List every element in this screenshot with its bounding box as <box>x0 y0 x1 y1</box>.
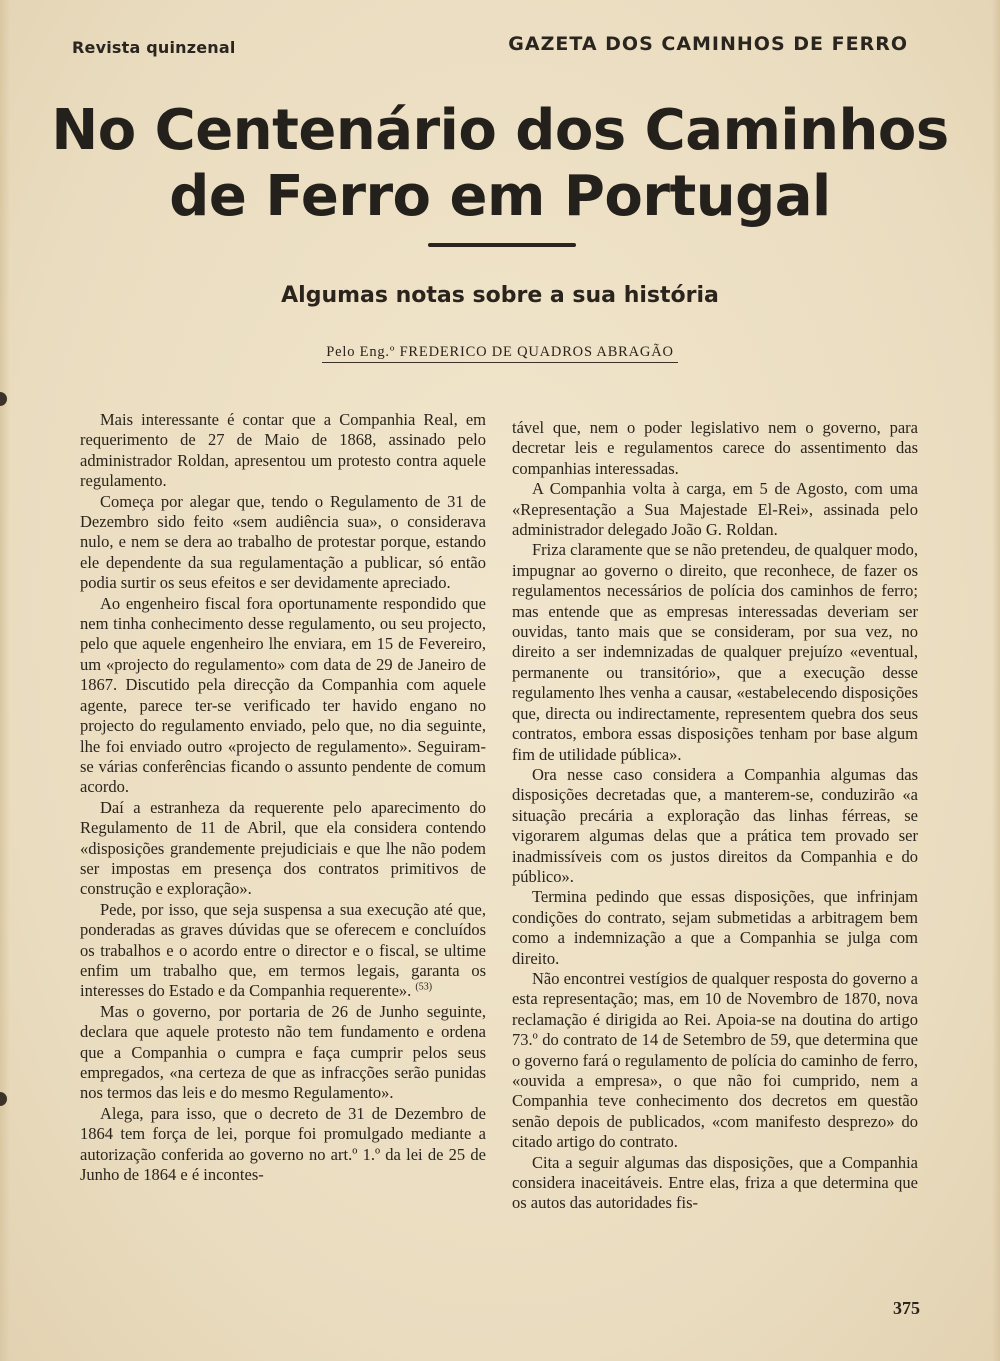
paragraph: Mas o governo, por portaria de 26 de Junho seguinte, declara que aquele protesto não tem fundamento e ordena que a Companhia o cumpra e faça cumprir pelos seus empregados, «na certeza de que as infracções serão punidas nos termos das leis e do mesmo Regulamento». <box>80 1001 486 1103</box>
title-divider <box>428 243 576 247</box>
article-title <box>40 98 960 230</box>
paragraph: Ora nesse caso considera a Companhia algumas das disposições decretadas que, a manterem-se, conduzirão «a situação precária a exploração das linhas férreas, se vigorarem algumas delas que a prática tem provado ser inadmissíveis com os justos direitos da Companhia e do público». <box>512 764 918 886</box>
text-column-right <box>512 418 918 1214</box>
paragraph: A Companhia volta à carga, em 5 de Agosto, com uma «Representação a Sua Majestade El-Rei», assinada pelo administrador delegado João G. Roldan. <box>512 479 918 540</box>
article-title-line-2: de Ferro em Portugal <box>169 164 831 229</box>
text-column-left <box>80 410 486 1185</box>
paragraph <box>80 900 486 1002</box>
paragraph: Mais interessante é contar que a Companhia Real, em requerimento de 27 de Maio de 1868, assinado pelo administrador Roldan, apresentou um protesto contra aquele regulamento. <box>80 410 486 491</box>
page-number: 375 <box>893 1298 920 1318</box>
byline <box>0 344 1000 363</box>
byline-text: Pelo Eng.º FREDERICO DE QUADROS ABRAGÃO <box>322 344 677 363</box>
paper-edge-right <box>992 0 1000 1361</box>
paragraph: Alega, para isso, que o decreto de 31 de Dezembro de 1864 tem força de lei, porque foi promulgado mediante a autorização conferida ao governo no art.º 1.º da lei de 25 de Junho de 1864 e é incontes- <box>80 1103 486 1185</box>
paragraph: Cita a seguir algumas das disposições, que a Companhia considera inaceitáveis. Entre elas, friza a que determina que os autos das autoridades fis- <box>512 1152 918 1213</box>
paragraph: Friza claramente que se não pretendeu, de qualquer modo, impugnar ao governo o direito, que reconhece, de fazer os regulamentos necessários de polícia dos caminhos de ferro; mas entende que as empresas interessadas deveriam ser ouvidas, tanto mais que se consideram, por sua vez, no direito a ser indemnizadas de qualquer prejuízo «eventual, permanente ou transitório», que a execução desse regulamento lhes venha a causar, «estabelecendo disposições que, directa ou indirectamente, representem quebra dos seus contratos, embora essas disposições tenham por base algum fim de utilidade pública». <box>512 540 918 764</box>
masthead-frequency: Revista quinzenal <box>72 38 236 57</box>
footnote-reference: (53) <box>415 981 433 993</box>
paragraph: Daí a estranheza da requerente pelo aparecimento do Regulamento de 11 de Abril, que ela considera contendo «disposições grandemente prejudiciais e que lhe não podem ser impostas em presença dos contratos primitivos de construção e exploração». <box>80 797 486 899</box>
paragraph-text: Pede, por isso, que seja suspensa a sua execução até que, ponderadas as graves dúvidas que se oferecem e concluídos os trabalhos e o acordo entre o director e o fiscal, se ultime enfim um trabalho que, em termos legais, garanta os interesses do Estado e da Companhia requerente». <box>80 899 486 1001</box>
masthead-publication: GAZETA DOS CAMINHOS DE FERRO <box>508 33 908 55</box>
paragraph: Não encontrei vestígios de qualquer resposta do governo a esta representação; mas, em 10 de Novembro de 1870, nova reclamação é dirigida ao Rei. Apoia-se na doutina do artigo 73.º do contrato de 14 de Setembro de 59, que determina que o governo fará o regulamento de polícia do caminho de ferro, «ouvida a empresa», o que não foi cumprido, nem a Companhia teve conhecimento dos decretos em questão senão depois de publicados, «com manifesto desprezo» do citado artigo do contrato. <box>512 968 918 1152</box>
paragraph: Ao engenheiro fiscal fora oportunamente respondido que nem tinha conhecimento desse regulamento, ou seu projecto, pelo que aquele engenheiro lhe enviara, em 15 de Fevereiro, um «projecto do regulamento» com data de 29 de Janeiro de 1867. Discutido pela direcção da Companhia com aquele agente, parece ter-se verificado ter havido engano no projecto do regulamento enviado, pelo que, no dia seguinte, lhe foi enviado outro «projecto de regulamento». Seguiram-se várias conferências ficando o assunto pendente de comum acordo. <box>80 593 486 797</box>
article-subtitle: Algumas notas sobre a sua história <box>281 283 719 308</box>
paragraph: Termina pedindo que essas disposições, que infrinjam condições do contrato, sejam submetidas a arbitragem bem como a indemnização a que a Companhia se julga com direito. <box>512 887 918 968</box>
article-title-line-1: No Centenário dos Caminhos <box>51 98 949 163</box>
paragraph: Começa por alegar que, tendo o Regulamento de 31 de Dezembro sido feito «sem audiência sua», o considerava nulo, e nem se dera ao trabalho de protestar porque, estando ele dependente da sua regulamentação a publicar, só então podia surtir os seus efeitos e ser devidamente apreciado. <box>80 491 486 593</box>
paragraph-continued: tável que, nem o poder legislativo nem o governo, para decretar leis e regulamentos carece do assentimento das companhias interessadas. <box>512 418 918 478</box>
paper-edge-left <box>0 0 10 1361</box>
